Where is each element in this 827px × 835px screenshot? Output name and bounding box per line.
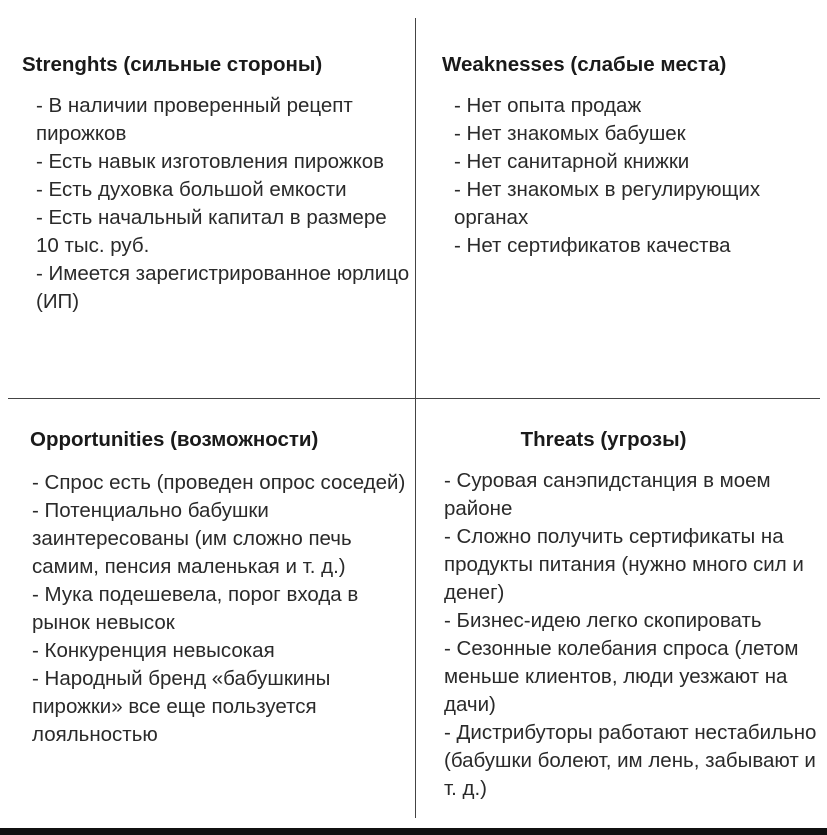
list-item: - Бизнес-идею легко скопировать [444, 609, 762, 632]
list-item: - Конкуренция невысокая [32, 639, 275, 662]
list-item: - Есть навык изготовления пирожков [36, 150, 385, 173]
vertical-divider [415, 18, 416, 818]
list-item: - Мука подешевела, порог входа в рынок невысок [32, 583, 359, 634]
strengths-quadrant [22, 52, 410, 316]
opportunities-quadrant [22, 427, 412, 749]
list-item: - Потенциально бабушки заинтересованы (им сложно печь самим, пенсия маленькая и т. д.) [32, 499, 352, 578]
list-item: - Нет сертификатов качества [454, 234, 731, 257]
list-item: - Есть духовка большой емкости [36, 178, 347, 201]
threats-title: Threats (угрозы) [520, 428, 687, 451]
strengths-title: Strenghts (сильные стороны) [22, 53, 323, 76]
list-item: - Суровая санэпидстанция в моем районе [444, 469, 771, 520]
opportunities-title: Opportunities (возможности) [30, 428, 319, 451]
weaknesses-quadrant [442, 52, 827, 260]
bottom-border [0, 828, 827, 835]
list-item: - Нет знакомых в регулирующих органах [454, 178, 761, 229]
list-item: - Нет опыта продаж [454, 94, 642, 117]
horizontal-divider [8, 398, 820, 399]
list-item: - Имеется зарегистрированное юрлицо (ИП) [36, 262, 410, 313]
list-item: - Народный бренд «бабушкины пирожки» все еще пользуется лояльностью [32, 667, 331, 746]
strengths-list [22, 92, 411, 316]
list-item: - Сезонные колебания спроса (летом меньше клиентов, люди уезжают на дачи) [444, 637, 799, 716]
threats-list [420, 467, 827, 803]
weaknesses-list [442, 92, 824, 260]
list-item: - Есть начальный капитал в размере 10 тыс. руб. [36, 206, 387, 257]
weaknesses-title: Weaknesses (слабые места) [442, 53, 727, 76]
list-item: - Спрос есть (проведен опрос соседей) [32, 471, 406, 494]
list-item: - В наличии проверенный рецепт пирожков [36, 94, 353, 145]
list-item: - Дистрибуторы работают нестабильно (бабушки болеют, им лень, забывают и т. д.) [444, 721, 817, 800]
opportunities-list [22, 469, 412, 749]
threats-quadrant [420, 427, 827, 803]
list-item: - Нет санитарной книжки [454, 150, 690, 173]
list-item: - Сложно получить сертификаты на продукты питания (нужно много сил и денег) [444, 525, 804, 604]
list-item: - Нет знакомых бабушек [454, 122, 686, 145]
